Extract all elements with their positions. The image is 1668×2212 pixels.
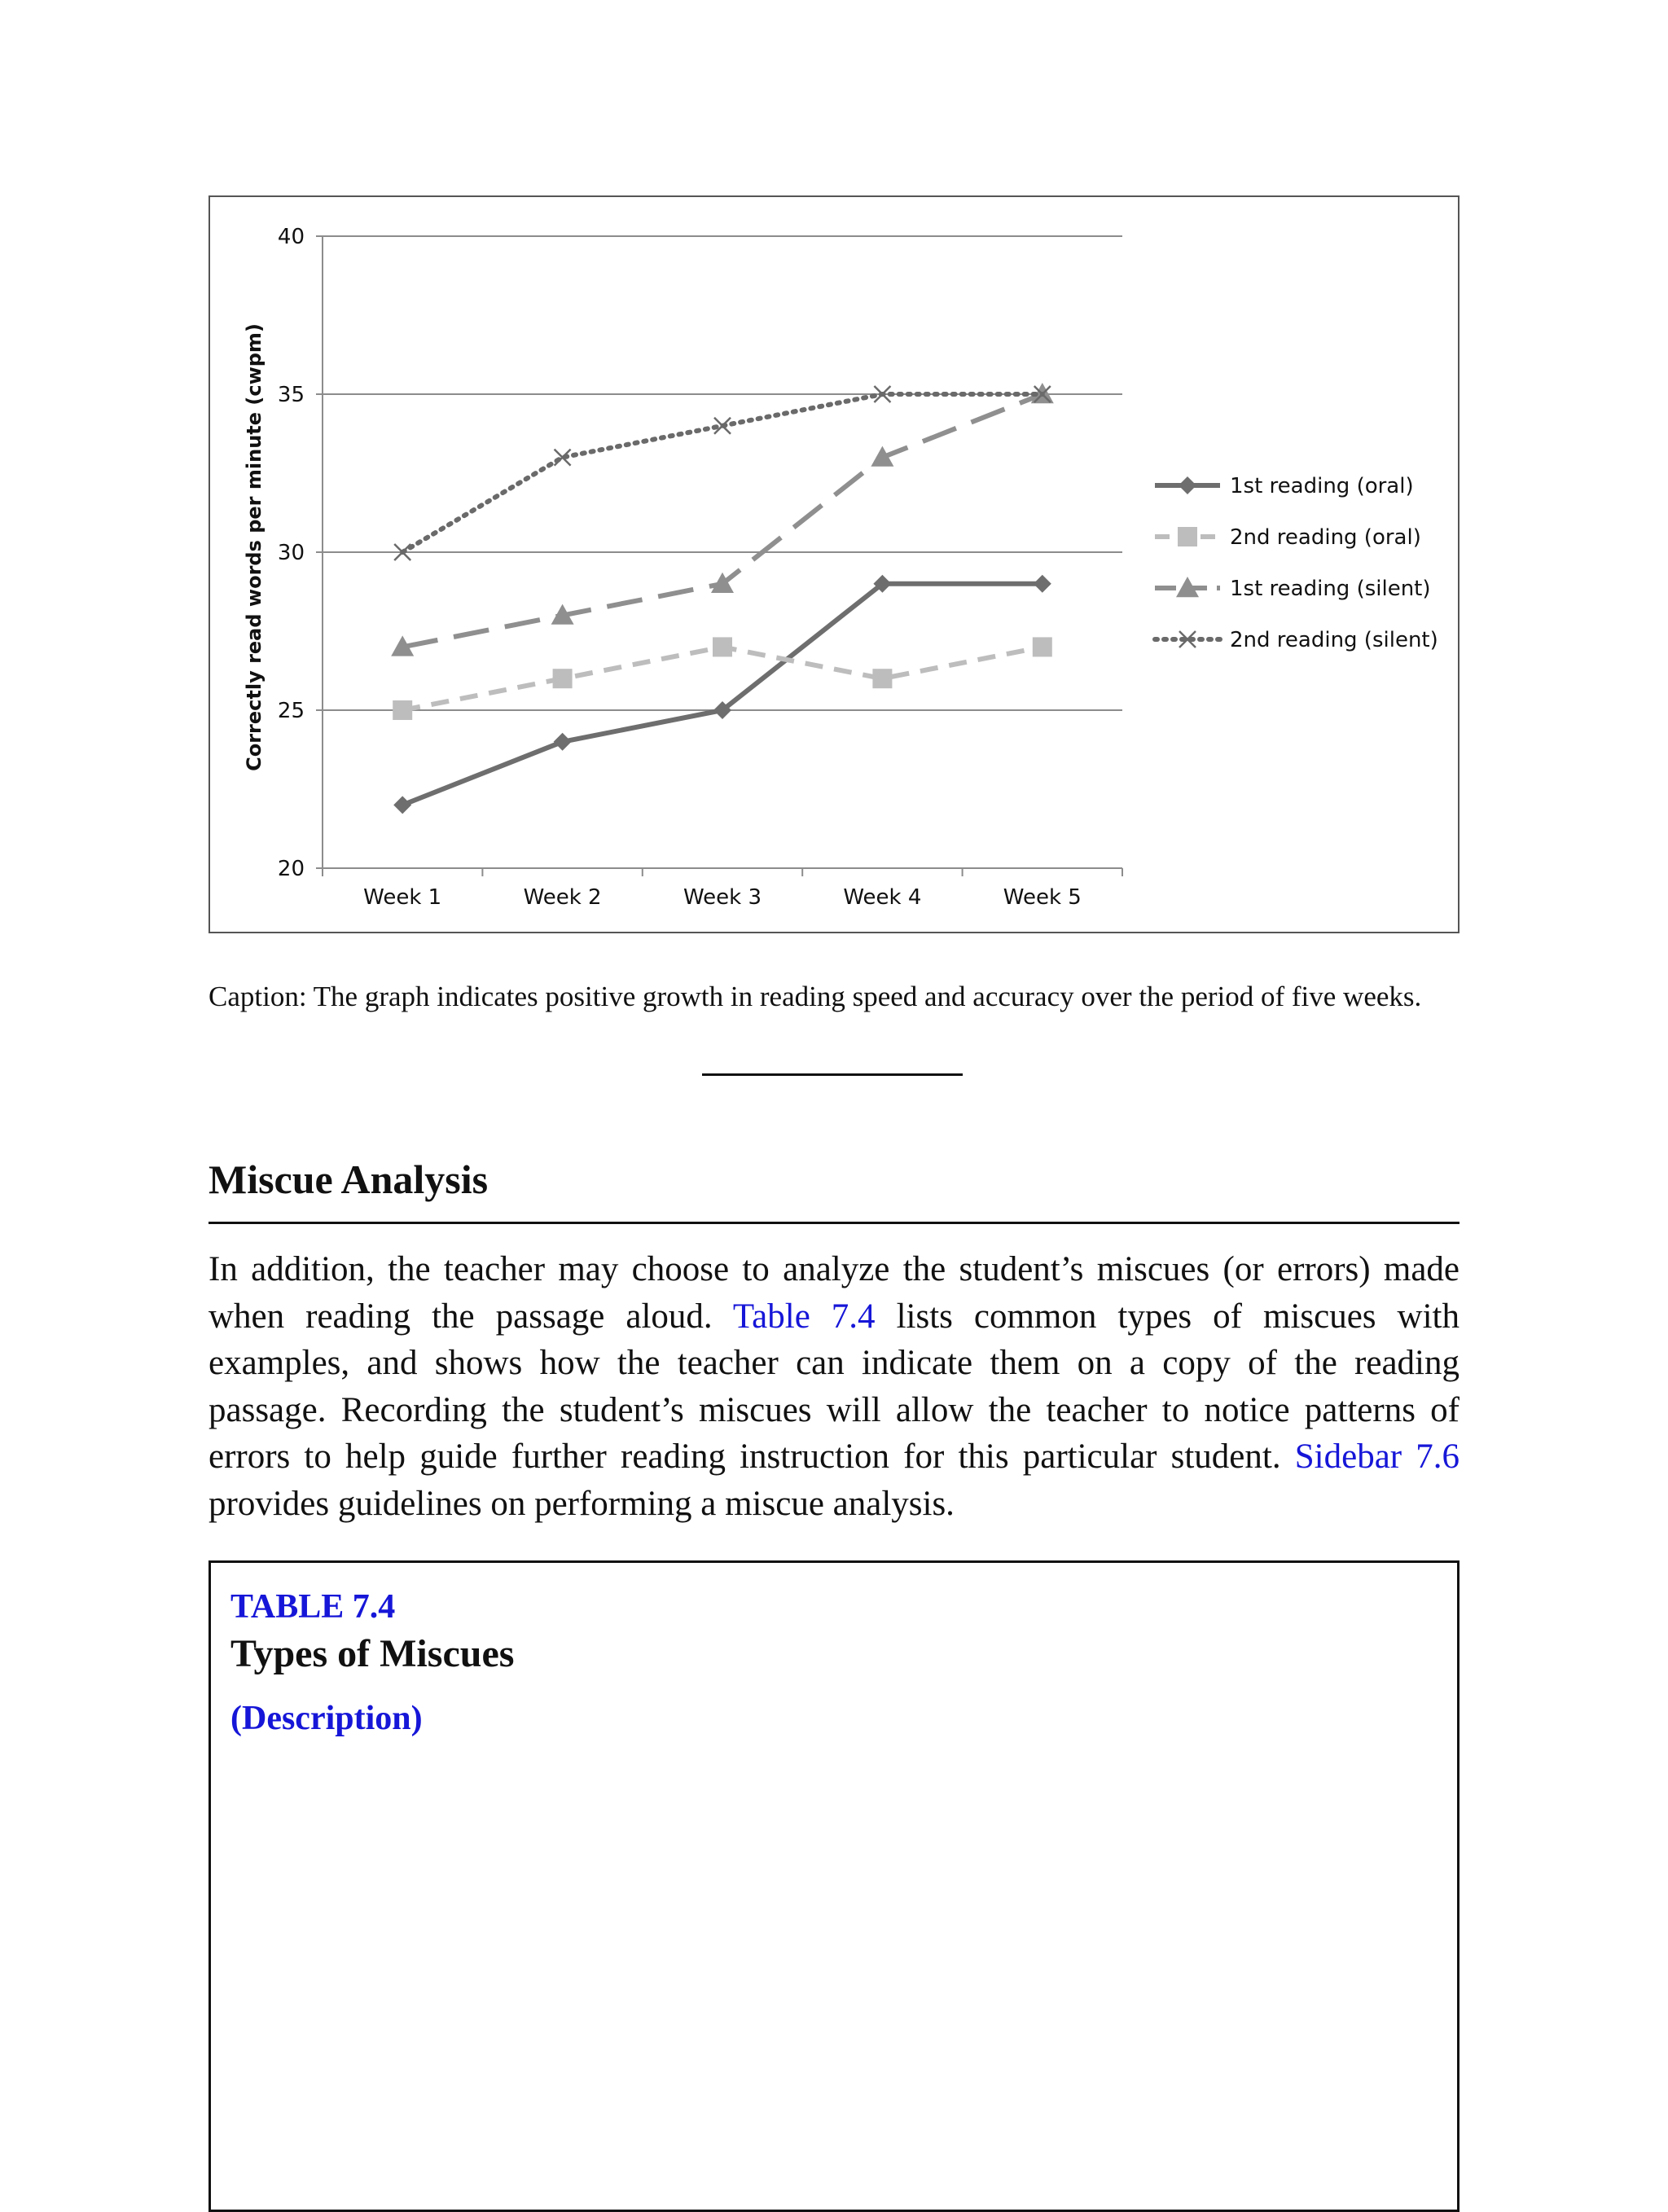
table-label: TABLE 7.4	[230, 1588, 396, 1626]
legend-label: 2nd reading (oral)	[1230, 525, 1421, 550]
legend-marker	[1178, 527, 1197, 546]
legend-label: 1st reading (silent)	[1230, 577, 1431, 601]
data-point	[554, 733, 572, 751]
table-description-link[interactable]: (Description)	[230, 1700, 423, 1737]
section-heading: Miscue Analysis	[208, 1156, 489, 1202]
data-point	[393, 796, 411, 814]
legend-entry-3	[1155, 577, 1431, 601]
x-tick-label: Week 3	[683, 885, 762, 910]
legend-entry-1	[1155, 474, 1414, 498]
series-4	[394, 386, 1051, 560]
figure-caption: Caption: The graph indicates positive growth in reading speed and accuracy over the period of five weeks.	[208, 981, 1422, 1012]
x-tick-label: Week 5	[1003, 885, 1082, 910]
para-text-1: In addition, the teacher may choose to analyze the student’s miscues (or errors) made when reading the passage aloud.	[208, 1250, 1460, 1336]
chart-svg	[210, 197, 1458, 932]
reading-fluency-chart	[208, 195, 1460, 933]
data-point	[1034, 575, 1051, 593]
series-line	[402, 584, 1042, 805]
table-7-4-box	[208, 1560, 1460, 2212]
x-tick-label: Week 1	[363, 885, 442, 910]
para-text-3: provides guidelines on performing a miscue analysis.	[208, 1484, 955, 1523]
y-tick-label: 35	[277, 383, 305, 407]
legend	[1155, 474, 1438, 652]
legend-marker	[1179, 476, 1196, 494]
sidebar-7-6-link[interactable]: Sidebar 7.6	[1294, 1437, 1460, 1476]
series-line	[402, 394, 1042, 552]
y-tick-label: 40	[277, 225, 305, 249]
legend-entry-4	[1155, 628, 1438, 652]
series-layer	[391, 383, 1054, 814]
y-axis-label: Correctly read words per minute (cwpm)	[243, 323, 266, 771]
data-point	[553, 669, 573, 688]
x-tick-label: Week 4	[843, 885, 922, 910]
para-text-2: lists common types of miscues with examples, and shows how the teacher can indicate them on a copy of the reading passage. Recording the student’s miscues will allow the teacher to notice patterns of errors to help guide further reading instruction for this particular student.	[208, 1297, 1460, 1476]
x-tick-label: Week 2	[523, 885, 602, 910]
table-title: Types of Miscues	[230, 1632, 515, 1675]
y-tick-label: 30	[277, 541, 305, 565]
heading-rule	[208, 1222, 1460, 1224]
legend-label: 2nd reading (silent)	[1230, 628, 1438, 652]
legend-label: 1st reading (oral)	[1230, 474, 1414, 498]
data-point	[872, 669, 892, 688]
section-divider	[702, 1073, 963, 1076]
data-point	[713, 637, 732, 656]
legend-entry-2	[1155, 525, 1421, 550]
body-paragraph	[208, 1246, 1460, 1527]
table-7-4-link[interactable]: Table 7.4	[732, 1297, 876, 1336]
data-point	[1033, 637, 1052, 656]
series-line	[402, 394, 1042, 647]
y-tick-label: 20	[277, 857, 305, 881]
y-tick-label: 25	[277, 699, 305, 723]
data-point	[393, 700, 412, 720]
